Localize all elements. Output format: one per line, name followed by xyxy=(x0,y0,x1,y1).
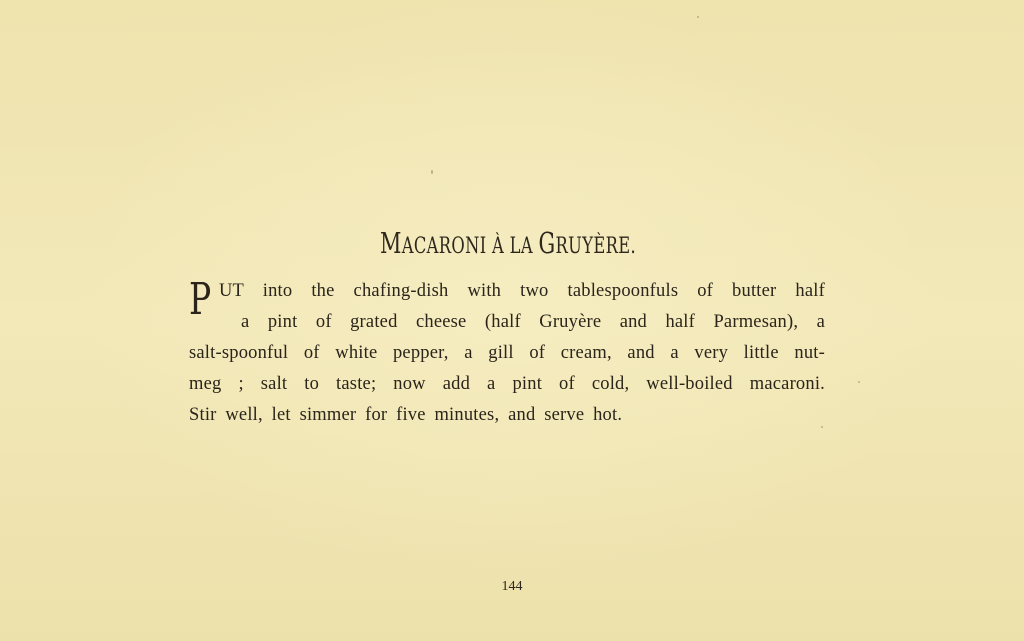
paper-speck xyxy=(821,426,823,428)
recipe-line-4: meg ; salt to taste; now add a pint of cold, well-boiled macaroni. xyxy=(189,374,825,394)
recipe-title xyxy=(278,226,739,260)
title-part-gruyere: RUYÈRE. xyxy=(555,233,637,259)
paper-speck xyxy=(858,381,860,383)
recipe-line-1: UT into the chafing-dish with two tablespoonfuls of butter half xyxy=(219,281,825,301)
drop-cap: P xyxy=(189,274,212,325)
title-initial-m: M xyxy=(379,226,402,260)
recipe-line-5: Stir well, let simmer for five minutes, and serve hot. xyxy=(189,405,623,425)
paper-speck xyxy=(431,170,433,174)
page-number: 144 xyxy=(501,579,523,594)
recipe-line-2: a pint of grated cheese (half Gruyère and half Parmesan), a xyxy=(241,312,825,332)
paper-speck xyxy=(697,16,699,18)
recipe-line-3: salt-spoonful of white pepper, a gill of cream, and a very little nut- xyxy=(189,343,825,363)
title-part-macaroni: ACARONI À LA xyxy=(401,233,539,259)
title-initial-g: G xyxy=(538,226,556,260)
